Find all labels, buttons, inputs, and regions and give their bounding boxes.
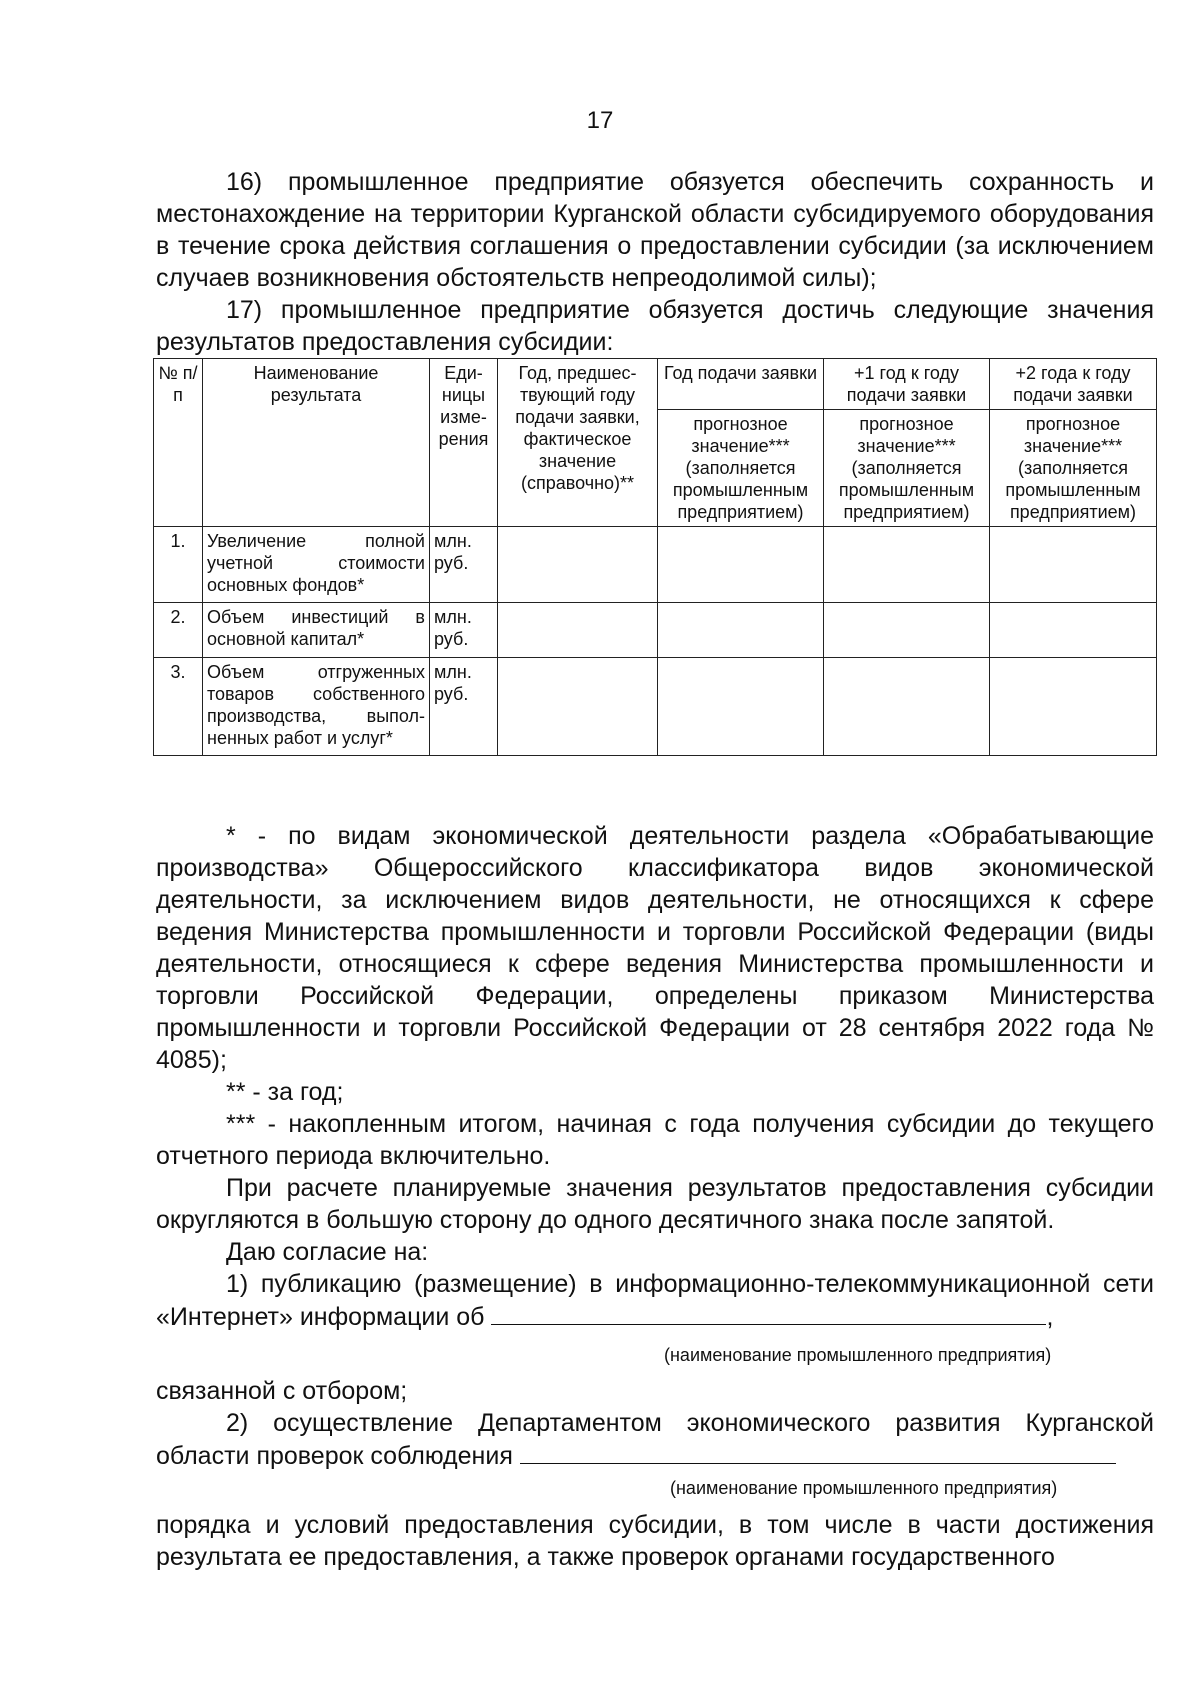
header-plus1: +1 год к году подачи заявки (824, 359, 990, 410)
paragraph-item-17: 17) промышленное предприятие обязуется достичь следующие значения результатов предоставления субсидии: (156, 296, 1154, 356)
paragraph-consent-intro: Даю согласие на: (226, 1238, 429, 1266)
header-plus2: +2 года к году подачи заявки (990, 359, 1157, 410)
row-prev-value (498, 603, 658, 658)
footnote-triple-star: *** - накопленным итогом, начиная с года получения субсидии до текущего отчетного периода включительно. (156, 1110, 1154, 1170)
forecast-plus1: прогнозное значение*** (заполняется промышленным предприятием) (824, 410, 990, 527)
paragraph-item-16: 16) промышленное предприятие обязуется обеспечить сохранность и местонахождение на территории Курганской области субсидируемого оборудования в течение срока действия соглашения о предоставлении субсидии (за исключением случаев возникновения обстоятельств непреодолимой силы); (156, 168, 1154, 292)
page-number: 17 (586, 107, 614, 134)
forecast-plus2: прогнозное значение*** (заполняется промышленным предприятием) (990, 410, 1157, 527)
header-unit: Еди-ницы изме-рения (430, 359, 498, 527)
intro-section (156, 166, 1154, 358)
row-prev-value (498, 527, 658, 603)
paragraph-consent-1-tail: связанной с отбором; (156, 1377, 408, 1405)
header-num: № п/п (154, 359, 203, 527)
row-apply-value (658, 527, 824, 603)
row-plus1-value (824, 603, 990, 658)
consent-continued-section (156, 1375, 1154, 1472)
header-prev-year: Год, предшес-твующий году подачи заявки, фактическое значение (справочно)** (498, 359, 658, 527)
row-prev-value (498, 658, 658, 756)
consent-1-text: 1) публикацию (размещение) в информационно-телекоммуникационной сети «Интернет» информации об (156, 1270, 1154, 1331)
paragraph-consent-1 (156, 1268, 1154, 1333)
row-unit: млн. руб. (430, 527, 498, 603)
row-unit: млн. руб. (430, 658, 498, 756)
footnote-double-star: ** - за год; (226, 1078, 344, 1106)
header-apply-year: Год подачи заявки (658, 359, 824, 410)
enterprise-name-blank-1[interactable] (491, 1300, 1046, 1325)
paragraph-consent-2-tail: порядка и условий предоставления субсидии, в том числе в части достижения результата ее предоставления, а также проверок органами государственного (156, 1511, 1154, 1571)
row-name: Объем инвестиций в основной капитал* (203, 603, 430, 658)
paragraph-rounding: При расчете планируемые значения результатов предоставления субсидии округляются в большую сторону до одного десятичного знака после запятой. (156, 1174, 1154, 1234)
table-row (154, 603, 1157, 658)
row-unit: млн. руб. (430, 603, 498, 658)
blank-caption-2: (наименование промышленного предприятия) (670, 1478, 1058, 1498)
table-row (154, 658, 1157, 756)
row-apply-value (658, 603, 824, 658)
table-header-row (154, 359, 1157, 410)
forecast-apply-year: прогнозное значение*** (заполняется промышленным предприятием) (658, 410, 824, 527)
header-name: Наименование результата (203, 359, 430, 527)
footnotes-section (156, 820, 1154, 1333)
paragraph-consent-2 (156, 1407, 1154, 1472)
row-plus2-value (990, 527, 1157, 603)
table-row (154, 527, 1157, 603)
results-table (153, 358, 1157, 756)
row-plus2-value (990, 603, 1157, 658)
consent-1-comma: , (1046, 1303, 1054, 1331)
row-num: 1. (154, 527, 203, 603)
row-plus1-value (824, 527, 990, 603)
row-num: 3. (154, 658, 203, 756)
footnote-single-star: * - по видам экономической деятельности раздела «Обрабатывающие производства» Общероссийского классификатора видов экономической деятельности, за исключением видов деятельности, не относящихся к сфере ведения Министерства промышленности и торговли Российской Федерации (виды деятельности, относящиеся к сфере ведения Министерства промышленности и торговли Российской Федерации, определены приказом Министерства промышленности и торговли Российской Федерации от 28 сентября 2022 года № 4085); (156, 822, 1154, 1074)
consent-2-text: 2) осуществление Департаментом экономического развития Курганской области проверок соблюдения (156, 1409, 1154, 1470)
row-plus1-value (824, 658, 990, 756)
blank-caption-1: (наименование промышленного предприятия) (664, 1345, 1052, 1365)
row-plus2-value (990, 658, 1157, 756)
consent-2-continued-section (156, 1509, 1154, 1573)
row-apply-value (658, 658, 824, 756)
row-num: 2. (154, 603, 203, 658)
row-name: Увеличение полной учетной стоимости основных фондов* (203, 527, 430, 603)
row-name: Объем отгруженных товаров собственного производства, выпол-ненных работ и услуг* (203, 658, 430, 756)
enterprise-name-blank-2[interactable] (520, 1439, 1116, 1464)
